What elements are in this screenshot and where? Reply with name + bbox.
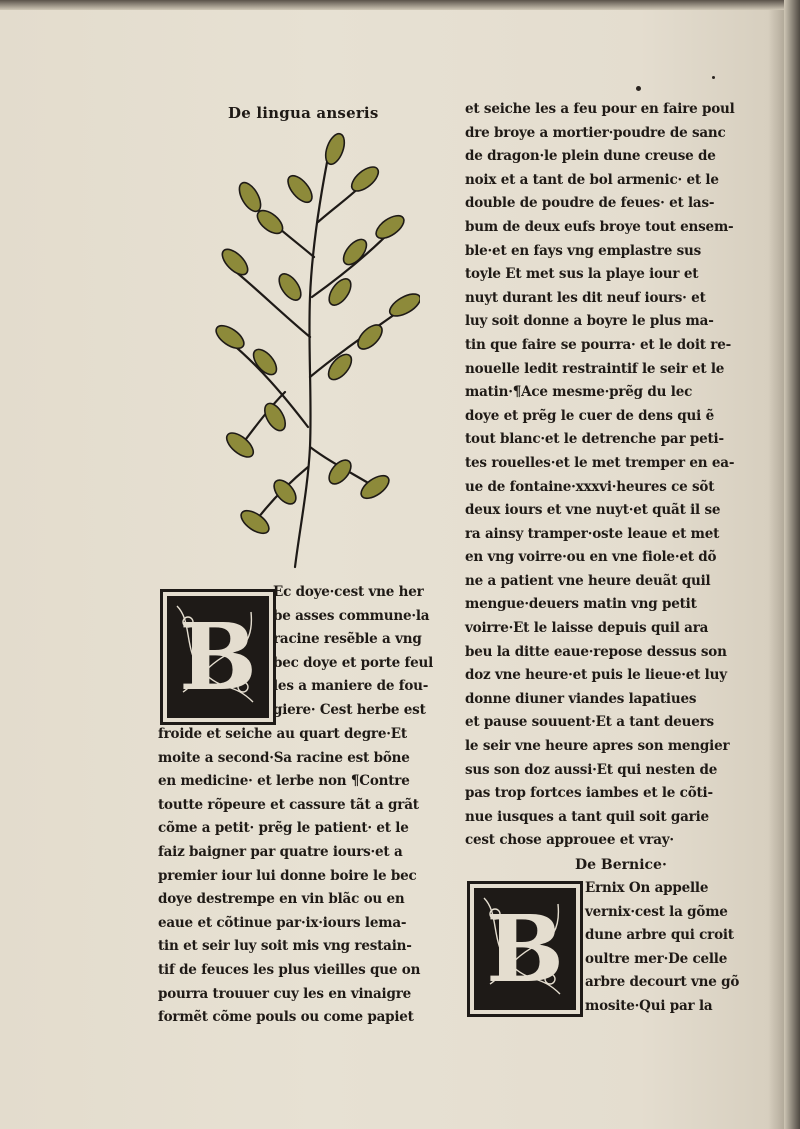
text-line: Ec doye·cest vne her xyxy=(273,584,424,600)
text-line: double de poudre de feues· et las- xyxy=(465,195,715,212)
text-line: voirre·Et le laisse depuis quil ara xyxy=(465,620,709,637)
text-line: eaue et cõtinue par·ix·iours lema- xyxy=(158,914,407,931)
decorated-initial-b-left xyxy=(160,589,276,725)
text-line: Ernix On appelle xyxy=(585,880,709,896)
text-line: ne a patient vne heure deuãt quil xyxy=(465,572,711,589)
page-gutter-shadow xyxy=(784,0,800,1129)
right-indented-text-block xyxy=(585,877,765,1019)
plant-woodcut-illustration xyxy=(190,127,420,572)
text-line: vernix·cest la gõme xyxy=(585,903,728,920)
text-line: nue iusques a tant quil soit garie xyxy=(465,808,709,825)
left-indented-text-block xyxy=(273,581,443,723)
text-line: beu la ditte eaue·repose dessus son xyxy=(465,643,727,660)
text-line: doye destrempe en vin blãc ou en xyxy=(158,891,405,908)
text-line: moite a second·Sa racine est bõne xyxy=(158,749,410,766)
initial-letter: B xyxy=(486,895,564,1003)
ink-speck xyxy=(636,86,641,91)
left-heading: De lingua anseris xyxy=(228,104,379,122)
text-line: pas trop fortces iambes et le cõti- xyxy=(465,785,713,802)
right-column xyxy=(465,98,770,1022)
text-line: tes rouelles·et le met tremper en ea- xyxy=(465,454,735,471)
text-line: tif de feuces les plus vieilles que on xyxy=(158,961,421,978)
page-top-edge xyxy=(0,0,800,10)
text-line: deux iours et vne nuyt·et quãt il se xyxy=(465,502,721,519)
text-line: de dragon·le plein dune creuse de xyxy=(465,148,716,165)
text-line: luy soit donne a boyre le plus ma- xyxy=(465,313,714,330)
text-line: ble·et en fays vng emplastre sus xyxy=(465,242,702,259)
text-line: doz vne heure·et puis le lieue·et luy xyxy=(465,667,727,684)
text-line: be asses commune·la xyxy=(273,607,430,624)
text-line: noix et a tant de bol armenic· et le xyxy=(465,171,719,188)
text-line: premier iour lui donne boire le bec xyxy=(158,867,417,884)
text-line: pourra trouuer cuy les en vinaigre xyxy=(158,985,412,1002)
text-line: en medicine· et lerbe non ¶Contre xyxy=(158,773,410,790)
right-initial-block xyxy=(465,877,770,1022)
text-line: donne diuner viandes lapatiues xyxy=(465,690,697,707)
text-line: bec doye et porte feul xyxy=(273,654,434,671)
text-line: froide et seiche au quart degre·Et xyxy=(158,726,407,742)
text-line: ue de fontaine·xxxvi·heures ce sõt xyxy=(465,478,715,495)
initial-letter: B xyxy=(179,603,257,711)
text-line: bum de deux eufs broye tout ensem- xyxy=(465,218,734,235)
text-line: cõme a petit· prẽg le patient· et le xyxy=(158,820,409,837)
text-line: doye et prẽg le cuer de dens qui ẽ xyxy=(465,407,714,424)
text-line: racine resẽble a vng xyxy=(273,631,422,648)
text-line: toutte rõpeure et cassure tãt a grãt xyxy=(158,796,419,813)
text-line: cest chose approuee et vray· xyxy=(465,832,674,849)
text-line: et pause souuent·Et a tant deuers xyxy=(465,714,714,731)
text-line: sus son doz aussi·Et qui nesten de xyxy=(465,761,718,778)
text-line: formẽt cõme pouls ou come papiet xyxy=(158,1009,414,1026)
text-line: nuyt durant les dit neuf iours· et xyxy=(465,289,706,306)
section-heading: De Bernice· xyxy=(575,857,667,873)
text-line: toyle Et met sus la playe iour et xyxy=(465,266,699,283)
text-line: et seiche les a feu pour en faire poul xyxy=(465,101,735,117)
decorated-initial-b-right xyxy=(467,881,583,1017)
text-line: dune arbre qui croit xyxy=(585,927,734,944)
text-line: arbre decourt vne gõ xyxy=(585,974,740,991)
text-line: ra ainsy tramper·oste leaue et met xyxy=(465,525,720,542)
text-line: tin et seir luy soit mis vng restain- xyxy=(158,938,412,955)
text-line: oultre mer·De celle xyxy=(585,950,728,967)
text-line: en vng voirre·ou en vne fiole·et dõ xyxy=(465,549,717,566)
text-line: nouelle ledit restraintif le seir et le xyxy=(465,360,725,377)
text-line: mosite·Qui par la xyxy=(585,997,713,1014)
text-line: tin que faire se pourra· et le doit re- xyxy=(465,336,731,353)
left-body-text-block xyxy=(158,723,443,1030)
ink-speck xyxy=(712,76,715,79)
text-line: giere· Cest herbe est xyxy=(273,701,426,718)
text-line: mengue·deuers matin vng petit xyxy=(465,596,697,613)
text-line: matin·¶Ace mesme·prẽg du lec xyxy=(465,384,693,401)
text-line: dre broye a mortier·poudre de sanc xyxy=(465,124,726,141)
text-line: le seir vne heure apres son mengier xyxy=(465,738,730,755)
text-line: les a maniere de fou- xyxy=(273,678,429,695)
text-line: tout blanc·et le detrenche par peti- xyxy=(465,431,724,448)
text-line: faiz baigner par quatre iours·et a xyxy=(158,843,403,860)
